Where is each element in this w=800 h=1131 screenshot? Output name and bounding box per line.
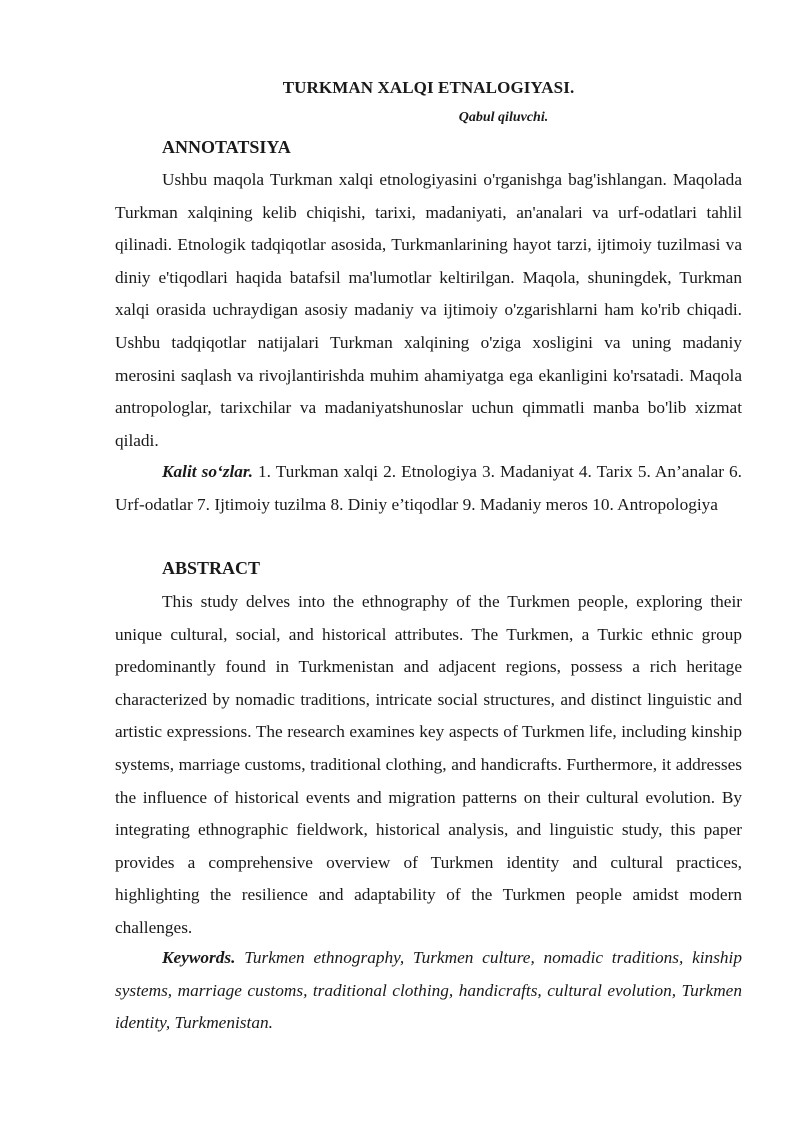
- annotatsiya-heading: ANNOTATSIYA: [162, 137, 291, 157]
- keywords-paragraph: [115, 942, 742, 1040]
- keywords-list: Turkmen ethnography, Turkmen culture, nomadic traditions, kinship systems, marriage customs, traditional clothing, handicrafts, cultural evolution, Turkmen identity, Turkmenistan.: [115, 948, 742, 1033]
- paper-title: TURKMAN XALQI ETNALOGIYASI.: [282, 78, 575, 97]
- abstract-heading: ABSTRACT: [162, 558, 261, 578]
- kalit-sozlar-paragraph: [115, 456, 742, 521]
- kalit-sozlar-label: Kalit so‘zlar.: [162, 462, 253, 481]
- kalit-sozlar-list: 1. Turkman xalqi 2. Etnologiya 3. Madaniyat 4. Tarix 5. An’analar 6. Urf-odatlar 7. Ijtimoiy tuzilma 8. Diniy e’tiqodlar 9. Madaniy meros 10. Antropologiya: [115, 462, 742, 514]
- abstract-paragraph: This study delves into the ethnography of the Turkmen people, exploring their unique cultural, social, and historical attributes. The Turkmen, a Turkic ethnic group predominantly found in Turkmenistan and adjacent regions, possess a rich heritage characterized by nomadic traditions, intricate social structures, and distinct linguistic and artistic expressions. The research examines key aspects of Turkmen life, including kinship systems, marriage customs, traditional clothing, and handicrafts. Furthermore, it addresses the influence of historical events and migration patterns on their cultural evolution. By integrating ethnographic fieldwork, historical analysis, and linguistic study, this paper provides a comprehensive overview of Turkmen identity and cultural practices, highlighting the resilience and adaptability of the Turkmen people amidst modern challenges.: [115, 592, 742, 937]
- author-line: Qabul qiluvchi.: [458, 110, 549, 125]
- keywords-label: Keywords.: [162, 948, 236, 967]
- annotatsiya-paragraph: Ushbu maqola Turkman xalqi etnologiyasini o'rganishga bag'ishlangan. Maqolada Turkman xalqining kelib chiqishi, tarixi, madaniyati, an'analari va urf-odatlari tahlil qilinadi. Etnologik tadqiqotlar asosida, Turkmanlarining hayot tarzi, ijtimoiy tuzilmasi va diniy e'tiqodlari haqida batafsil ma'lumotlar keltirilgan. Maqola, shuningdek, Turkman xalqi orasida uchraydigan asosiy madaniy va ijtimoiy o'zgarishlarni ham ko'rib chiqadi. Ushbu tadqiqotlar natijalari Turkman xalqining o'ziga xosligini va uning madaniy merosini saqlash va rivojlantirishda muhim ahamiyatga ega ekanligini ko'rsatadi. Maqola antropologlar, tarixchilar va madaniyatshunoslar uchun qimmatli manba bo'lib xizmat qiladi.: [115, 170, 742, 450]
